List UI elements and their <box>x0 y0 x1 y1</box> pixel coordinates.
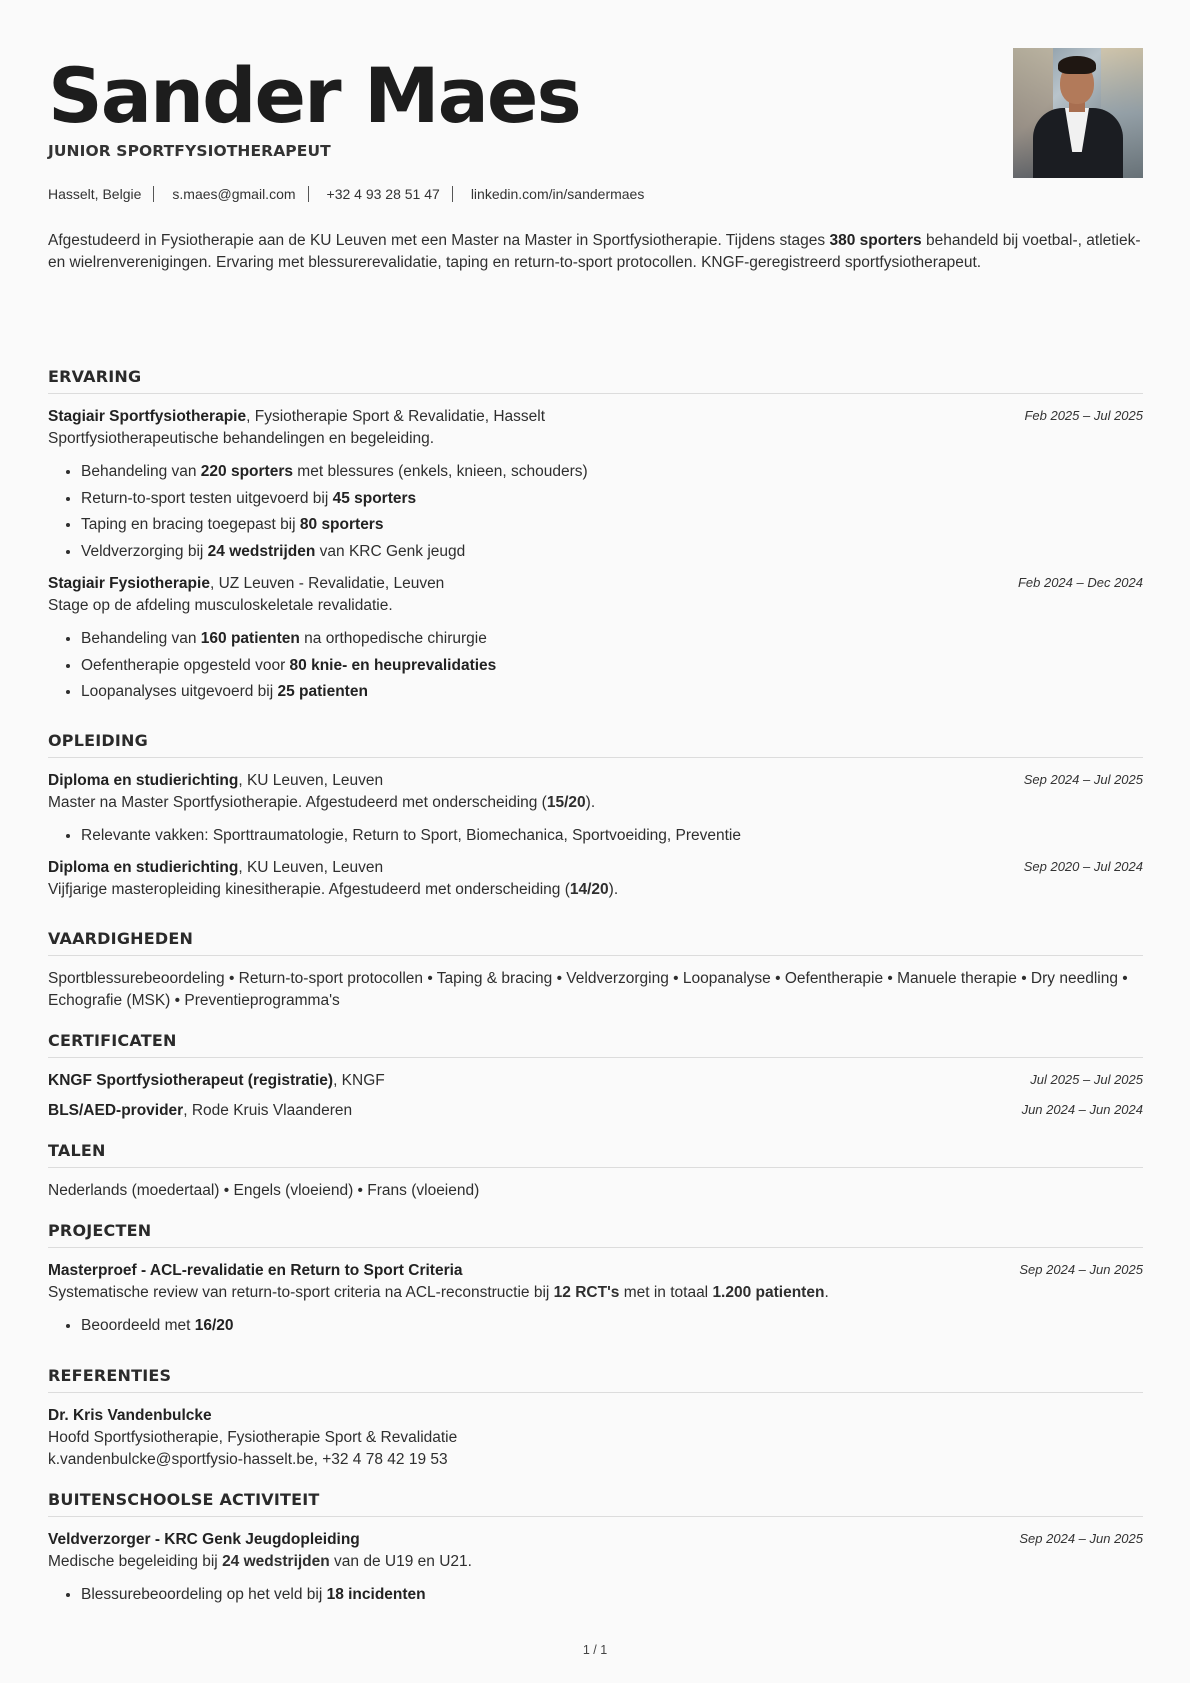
section-projects <box>48 1221 1143 1340</box>
certificate-entry <box>48 1070 1143 1092</box>
activity-name: Veldverzorger - KRC Genk Jeugdopleiding <box>48 1530 360 1548</box>
section-title: CERTIFICATEN <box>48 1031 1143 1058</box>
entry-date: Jul 2025 – Jul 2025 <box>1030 1072 1143 1087</box>
list-item: • Loopanalyses uitgevoerd bij 25 patienten <box>81 679 1143 706</box>
section-title: VAARDIGHEDEN <box>48 929 1143 956</box>
education-entry <box>48 857 1143 901</box>
entry-description: Stage op de afdeling musculoskeletale revalidatie. <box>48 597 393 614</box>
list-item: • Behandeling van 160 patienten na orthopedische chirurgie <box>81 626 1143 653</box>
section-references <box>48 1366 1143 1471</box>
entry-description: Sportfysiotherapeutische behandelingen en begeleiding. <box>48 430 435 447</box>
entry-description: Vijfjarige masteropleiding kinesitherapie. Afgestudeerd met onderscheiding (14/20). <box>48 881 619 898</box>
list-item: • Blessurebeoordeling op het veld bij 18 incidenten <box>81 1582 1143 1609</box>
entry-org: , Fysiotherapie Sport & Revalidatie, Hasselt <box>246 408 546 425</box>
profile-summary <box>48 230 1143 274</box>
reference-name: Dr. Kris Vandenbulcke <box>48 1406 212 1424</box>
contact-location: Hasselt, Belgie <box>48 186 142 202</box>
summary-highlight: 380 sporters <box>829 232 922 249</box>
contact-line <box>48 186 1143 202</box>
certificate-entry <box>48 1100 1143 1122</box>
experience-entry <box>48 406 1143 565</box>
entry-org: , KU Leuven, Leuven <box>238 859 384 876</box>
section-title: TALEN <box>48 1141 1143 1168</box>
project-name: Masterproef - ACL-revalidatie en Return to Sport Criteria <box>48 1262 463 1279</box>
entry-heading <box>48 770 1143 792</box>
section-experience <box>48 367 1143 706</box>
entry-description: Systematische review van return-to-sport criteria na ACL-reconstructie bij 12 RCT's met in totaal 1.200 patienten. <box>48 1284 829 1301</box>
contact-divider <box>308 186 309 202</box>
section-title: BUITENSCHOOLSE ACTIVITEIT <box>48 1490 1143 1517</box>
reference-contact: k.vandenbulcke@sportfysio-hasselt.be, +32 4 78 42 19 53 <box>48 1450 448 1468</box>
list-item: • Behandeling van 220 sporters met blessures (enkels, knieen, schouders) <box>81 459 1143 486</box>
certificate-name: BLS/AED-provider <box>48 1102 184 1119</box>
entry-heading <box>48 1529 1143 1551</box>
entry-role: Diploma en studierichting <box>48 771 239 789</box>
entry-bullets <box>48 1313 1143 1340</box>
list-item: • Beoordeeld met 16/20 <box>81 1313 1143 1340</box>
entry-date: Feb 2025 – Jul 2025 <box>1024 408 1143 423</box>
section-skills <box>48 929 1143 1012</box>
entry-date: Feb 2024 – Dec 2024 <box>1017 575 1143 590</box>
skills-list: Sportblessurebeoordeling • Return-to-sport protocollen • Taping & bracing • Veldverzorging • Loopanalyse • Oefentherapie • Manuele therapie • Dry needling • Echografie (MSK) • Preventieprogramma's <box>48 970 1128 1009</box>
entry-description: Master na Master Sportfysiotherapie. Afgestudeerd met onderscheiding (15/20). <box>48 793 596 811</box>
contact-phone[interactable]: +32 4 93 28 51 47 <box>326 186 440 202</box>
entry-bullets <box>48 1582 1143 1609</box>
profile-photo <box>1013 48 1143 178</box>
entry-date: Sep 2024 – Jul 2025 <box>1023 771 1143 787</box>
entry-role: Stagiair Sportfysiotherapie <box>48 408 247 425</box>
section-certificates <box>48 1031 1143 1122</box>
candidate-name: Sander Maes <box>48 51 580 140</box>
entry-org: , UZ Leuven - Revalidatie, Leuven <box>209 575 445 592</box>
entry-heading <box>48 573 1143 595</box>
entry-bullets <box>48 626 1143 706</box>
entry-date: Jun 2024 – Jun 2024 <box>1021 1102 1143 1117</box>
page-number: 1 / 1 <box>582 1643 608 1657</box>
section-title: PROJECTEN <box>48 1221 1143 1248</box>
certificate-org: , Rode Kruis Vlaanderen <box>183 1102 353 1119</box>
entry-heading <box>48 857 1143 879</box>
experience-entry <box>48 573 1143 706</box>
contact-divider <box>452 186 453 202</box>
languages-list: Nederlands (moedertaal) • Engels (vloeiend) • Frans (vloeiend) <box>48 1182 480 1199</box>
list-item: • Relevante vakken: Sporttraumatologie, Return to Sport, Biomechanica, Sportvoeiding, Preventie <box>81 823 1143 850</box>
entry-date: Sep 2020 – Jul 2024 <box>1023 859 1143 874</box>
section-title: ERVARING <box>48 367 1143 394</box>
section-title: REFERENTIES <box>48 1366 1143 1393</box>
entry-date: Sep 2024 – Jun 2025 <box>1019 1530 1143 1546</box>
education-entry <box>48 770 1143 850</box>
entry-heading <box>48 1070 1143 1092</box>
project-entry <box>48 1260 1143 1340</box>
contact-linkedin[interactable]: linkedin.com/in/sandermaes <box>470 186 645 202</box>
entry-bullets <box>48 459 1143 565</box>
entry-heading <box>48 1260 1143 1282</box>
entry-date: Sep 2024 – Jun 2025 <box>1019 1262 1143 1277</box>
summary-text: Afgestudeerd in Fysiotherapie aan de KU Leuven met een Master na Master in Sportfysiotherapie. Tijdens stages <box>48 232 830 249</box>
activity-entry <box>48 1529 1143 1609</box>
entry-role: Diploma en studierichting <box>48 859 239 876</box>
list-item: • Taping en bracing toegepast bij 80 sporters <box>81 512 1143 539</box>
contact-email[interactable]: s.maes@gmail.com <box>172 186 296 202</box>
certificate-org: , KNGF <box>333 1072 385 1089</box>
entry-bullets <box>48 823 1143 850</box>
summary-text: behandeld bij voetbal-, atletiek- en wielrenverenigingen. Ervaring met blessurerevalidatie, taping en return-to-sport protocollen. KNGF-geregistreerd sportfysiotherapeut. <box>48 232 1141 271</box>
entry-heading <box>48 1100 1143 1122</box>
list-item: • Return-to-sport testen uitgevoerd bij 45 sporters <box>81 486 1143 513</box>
job-title: JUNIOR SPORTFYSIOTHERAPEUT <box>48 142 331 160</box>
list-item: • Oefentherapie opgesteld voor 80 knie- en heuprevalidaties <box>81 653 1143 680</box>
list-item: • Veldverzorging bij 24 wedstrijden van KRC Genk jeugd <box>81 539 1143 566</box>
contact-divider <box>153 186 154 202</box>
section-title: OPLEIDING <box>48 731 1143 758</box>
section-education <box>48 731 1143 902</box>
entry-heading <box>48 406 1143 428</box>
certificate-name: KNGF Sportfysiotherapeut (registratie) <box>48 1072 334 1089</box>
section-languages <box>48 1141 1143 1202</box>
section-extracurricular <box>48 1490 1143 1609</box>
reference-role: Hoofd Sportfysiotherapie, Fysiotherapie Sport & Revalidatie <box>48 1428 458 1446</box>
resume-header <box>48 48 1143 284</box>
entry-role: Stagiair Fysiotherapie <box>48 575 210 592</box>
entry-org: , KU Leuven, Leuven <box>238 771 384 789</box>
entry-description: Medische begeleiding bij 24 wedstrijden van de U19 en U21. <box>48 1552 472 1570</box>
